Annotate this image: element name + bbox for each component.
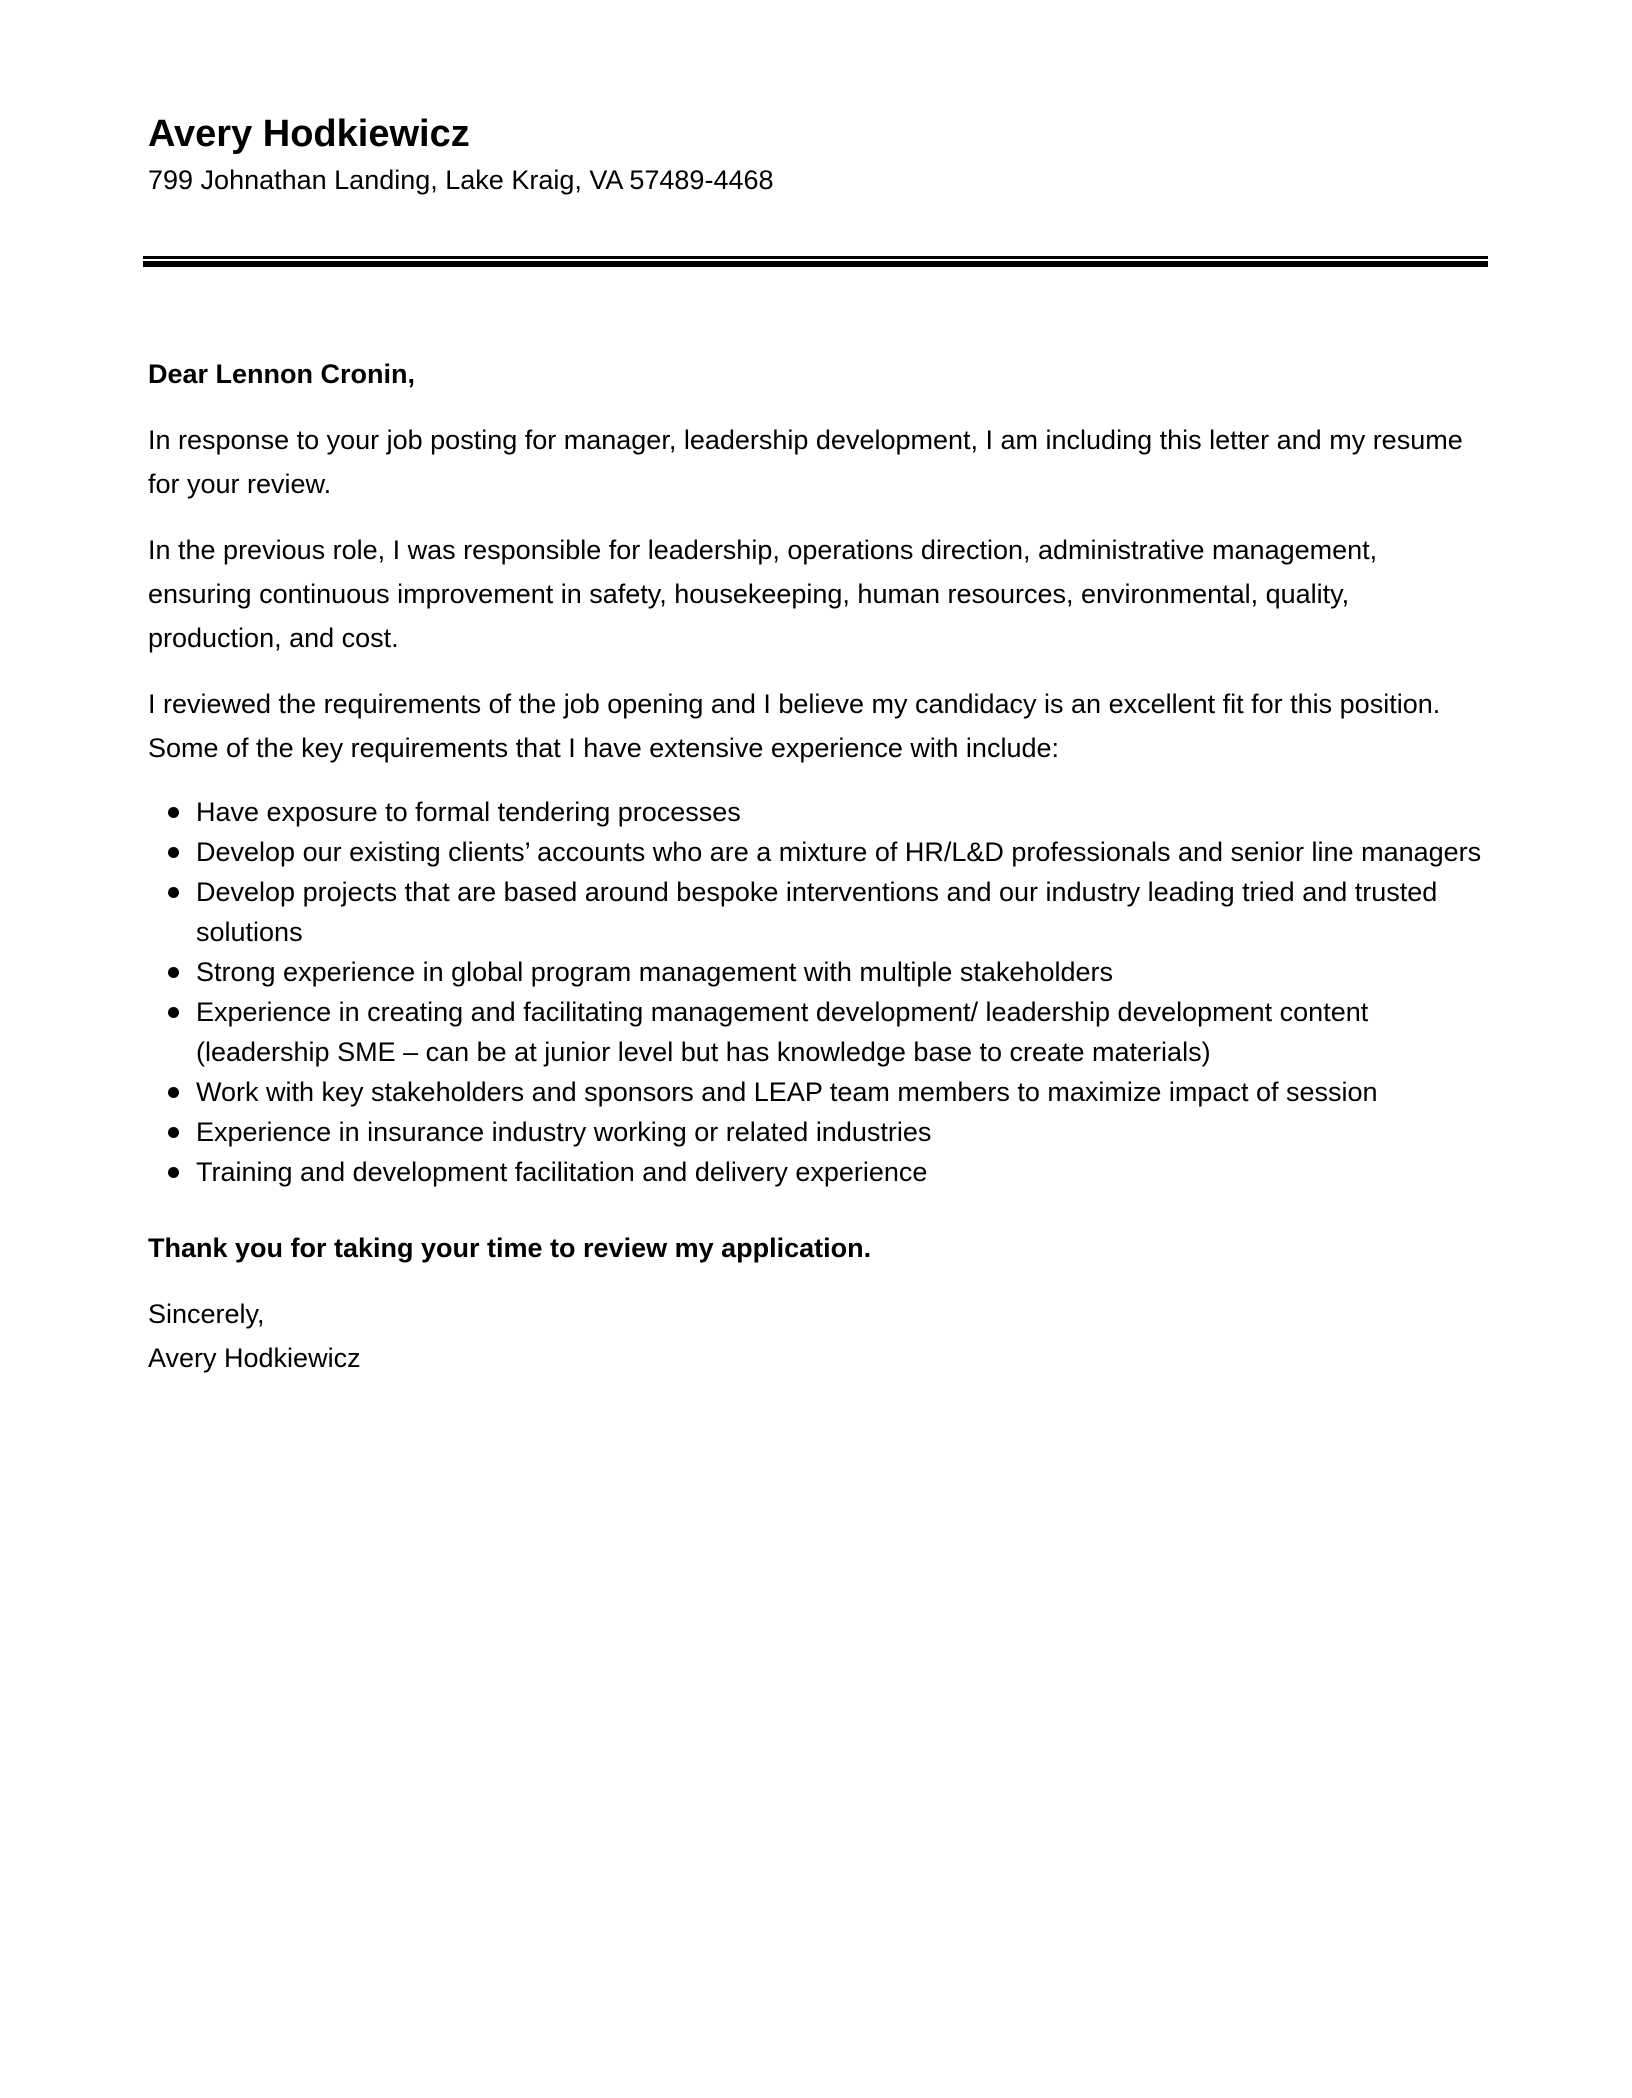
paragraph-previous-role: In the previous role, I was responsible for leadership, operations direction, administrative management, ensuring continuous improvement in safety, housekeeping, human resources, environmental, quality, production, and cost. [148,535,1378,653]
list-item-text: Strong experience in global program management with multiple stakeholders [196,957,1113,987]
requirements-list [148,792,1488,1192]
letter-body [148,352,1488,1380]
bullet-icon [168,807,179,818]
header-divider [143,256,1488,267]
list-item-text: Experience in insurance industry working or related industries [196,1117,932,1147]
bullet-icon [168,887,179,898]
list-item [148,872,1488,952]
salutation: Dear Lennon Cronin, [148,359,416,389]
list-item-text: Have exposure to formal tendering processes [196,797,741,827]
divider-thick-line [143,261,1488,267]
sender-name: Avery Hodkiewicz [148,113,470,155]
thank-you-line: Thank you for taking your time to review my application. [148,1233,872,1263]
list-item [148,1152,1488,1192]
closing: Sincerely, [148,1299,265,1329]
paragraph-intro: In response to your job posting for manager, leadership development, I am including this letter and my resume for your review. [148,425,1463,499]
paragraph-requirements-intro: I reviewed the requirements of the job opening and I believe my candidacy is an excellent fit for this position. Some of the key requirements that I have extensive experience with include: [148,689,1441,763]
divider-thin-line [143,256,1488,259]
list-item [148,792,1488,832]
signature: Avery Hodkiewicz [148,1343,361,1373]
sender-address: 799 Johnathan Landing, Lake Kraig, VA 57489-4468 [148,165,774,195]
bullet-icon [168,1167,179,1178]
bullet-icon [168,967,179,978]
list-item-text: Develop projects that are based around bespoke interventions and our industry leading tried and trusted solutions [196,877,1438,947]
list-item-text: Work with key stakeholders and sponsors and LEAP team members to maximize impact of session [196,1077,1378,1107]
bullet-icon [168,1127,179,1138]
list-item [148,1112,1488,1152]
bullet-icon [168,847,179,858]
list-item [148,832,1488,872]
letter-header [148,110,1488,202]
list-item-text: Experience in creating and facilitating management development/ leadership development content (leadership SME – can be at junior level but has knowledge base to create materials) [196,997,1369,1067]
list-item [148,992,1488,1072]
bullet-icon [168,1087,179,1098]
list-item [148,952,1488,992]
bullet-icon [168,1007,179,1018]
list-item-text: Training and development facilitation and delivery experience [196,1157,928,1187]
list-item-text: Develop our existing clients’ accounts who are a mixture of HR/L&D professionals and senior line managers [196,837,1482,867]
list-item [148,1072,1488,1112]
